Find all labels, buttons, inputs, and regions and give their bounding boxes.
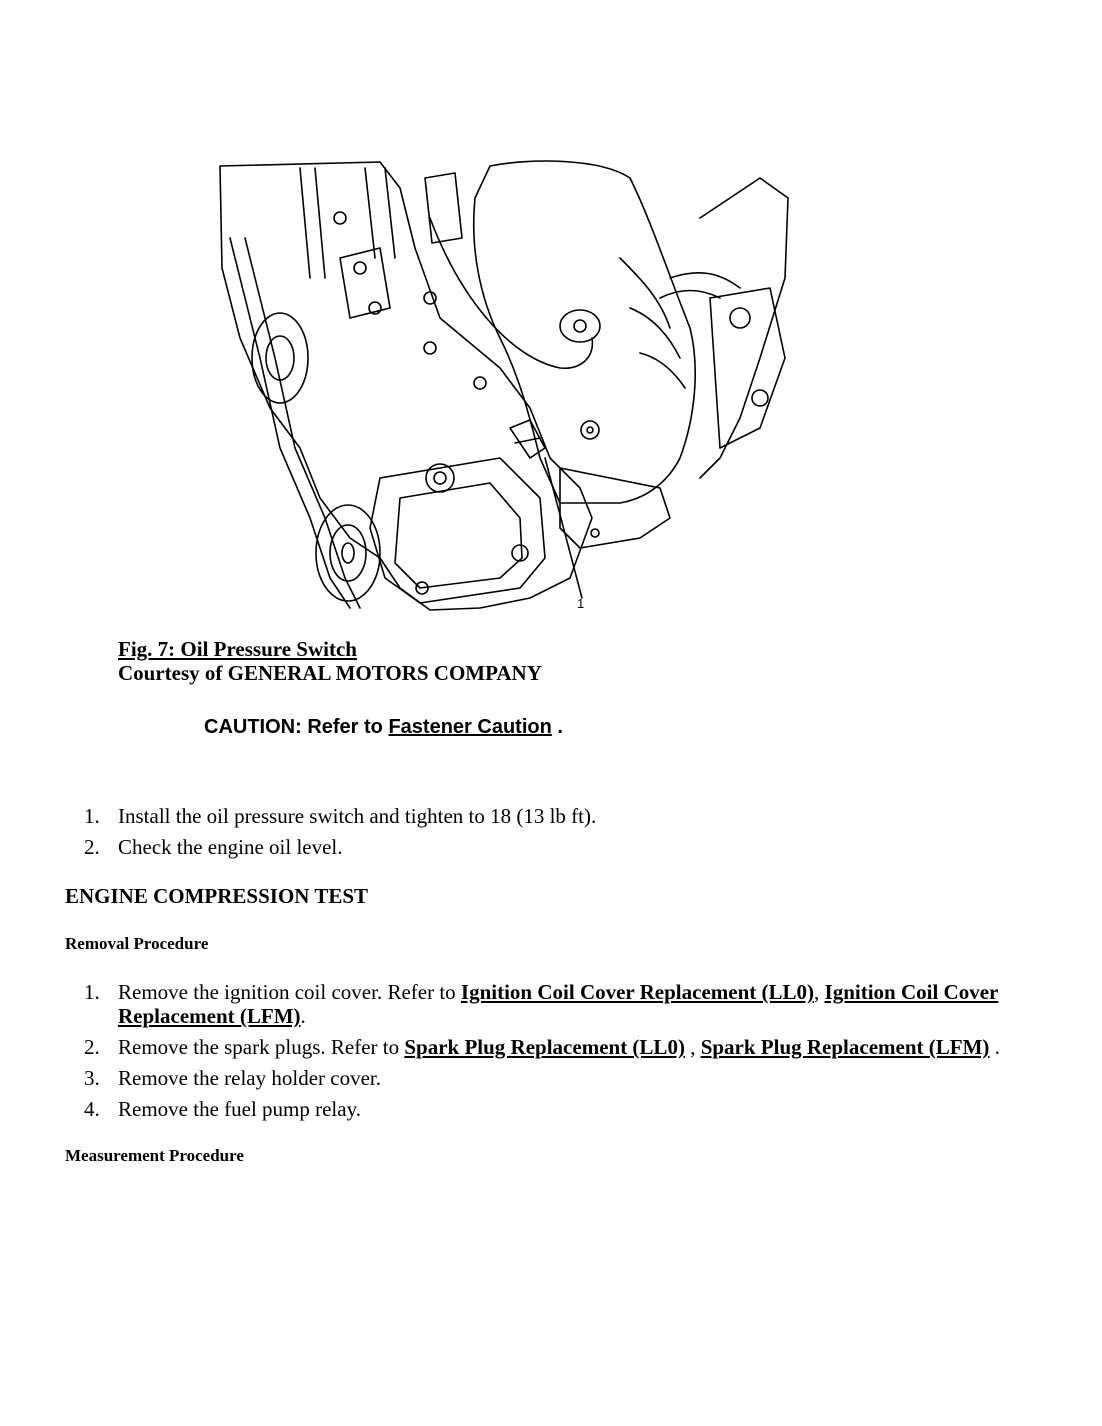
step-number: 2. <box>84 1035 100 1059</box>
spark-plug-lfm-link[interactable]: Spark Plug Replacement (LFM) <box>700 1035 990 1059</box>
step-end: . <box>300 1004 306 1028</box>
ignition-coil-cover-ll0-link[interactable]: Ignition Coil Cover Replacement (LL0) <box>460 980 815 1004</box>
measurement-procedure-heading: Measurement Procedure <box>65 1146 244 1165</box>
step-number: 4. <box>84 1097 100 1121</box>
list-item <box>0 1035 1048 1059</box>
step-number: 1. <box>84 804 100 828</box>
list-item <box>0 835 1048 859</box>
list-item <box>0 804 1048 828</box>
spark-plug-ll0-link[interactable]: Spark Plug Replacement (LL0) <box>404 1035 685 1059</box>
caution-end: . <box>557 716 563 738</box>
section-title: ENGINE COMPRESSION TEST <box>65 884 369 908</box>
engine-block <box>220 162 592 610</box>
caution-label: CAUTION: <box>204 716 302 738</box>
fastener-caution-link[interactable]: Fastener Caution <box>388 716 552 738</box>
link-separator: , <box>684 1035 701 1059</box>
caution-notice <box>204 715 563 739</box>
step-text: Remove the fuel pump relay. <box>118 1097 361 1121</box>
step-number: 3. <box>84 1066 100 1090</box>
oil-pressure-switch-figure <box>200 158 792 616</box>
step-text: Install the oil pressure switch and tighten to 18 (13 lb ft). <box>118 804 597 828</box>
figure-title-link[interactable]: Fig. 7: Oil Pressure Switch <box>118 637 357 661</box>
step-text: Remove the ignition coil cover. Refer to <box>118 980 461 1004</box>
callout-leader <box>545 458 582 598</box>
removal-procedure-heading: Removal Procedure <box>65 934 209 953</box>
removal-steps-list <box>0 980 1048 1128</box>
figure-courtesy: Courtesy of GENERAL MOTORS COMPANY <box>118 661 542 685</box>
link-separator: , <box>814 980 825 1004</box>
oil-pressure-switch <box>510 420 545 458</box>
compressor-pulley <box>316 505 380 601</box>
ignition-coil-cover-lfm-link[interactable]: Ignition Coil Cover Replacement (LFM) <box>118 980 999 1028</box>
figure-caption <box>118 637 542 685</box>
caution-text: Refer to <box>307 716 383 738</box>
list-item <box>0 1097 1048 1121</box>
list-item <box>0 1066 1048 1090</box>
step-end: . <box>989 1035 1000 1059</box>
step-text: Remove the relay holder cover. <box>118 1066 381 1090</box>
step-text: Check the engine oil level. <box>118 835 343 859</box>
list-item <box>0 980 1048 1028</box>
callout-number: 1 <box>577 596 585 611</box>
install-steps-list <box>0 804 1048 866</box>
step-text: Remove the spark plugs. Refer to <box>118 1035 405 1059</box>
step-number: 2. <box>84 835 100 859</box>
step-number: 1. <box>84 980 100 1004</box>
